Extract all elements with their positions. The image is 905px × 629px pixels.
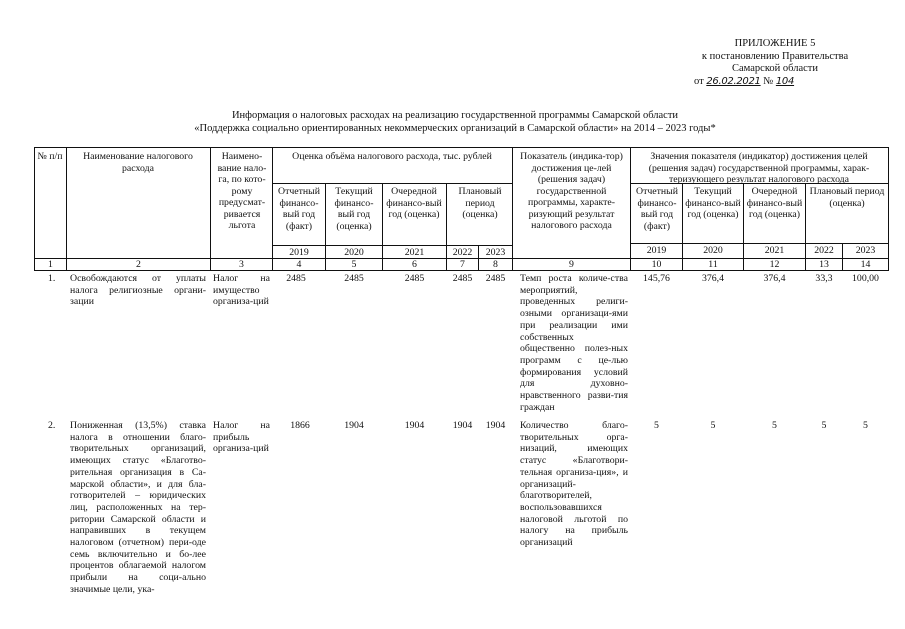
column-number: 11 (708, 259, 718, 270)
column-number: 2 (136, 259, 141, 270)
number-value: 104 (775, 75, 795, 87)
column-number: 10 (651, 259, 662, 270)
value-2023: 1904 (485, 420, 506, 431)
year-cell: 2022 (814, 245, 834, 256)
year-cell: 2019 (289, 247, 309, 258)
column-number: 13 (819, 259, 829, 270)
appendix-subtitle: к постановлению Правительства (701, 50, 849, 62)
document-title (150, 110, 760, 135)
header-ind-report-year: Отчетный финансо-вый год (факт) (636, 186, 678, 232)
indicator-value-2019: 145,76 (643, 273, 670, 284)
year-cell: 2023 (485, 247, 506, 258)
indicator-value-2022: 33,3 (815, 273, 833, 284)
column-number: 14 (860, 259, 871, 270)
indicator-value-2023: 100,00 (852, 273, 879, 284)
number-prefix: № (763, 75, 774, 87)
indicator-value-2023: 5 (863, 420, 868, 431)
indicator-value-2020: 5 (710, 420, 716, 431)
value-2021: 2485 (404, 273, 425, 284)
year-cell: 2021 (404, 247, 425, 258)
header-current-year: Текущий финансо-вый год (оценка) (334, 186, 374, 232)
row-number: 2. (48, 420, 56, 431)
appendix-date-line (690, 76, 860, 89)
column-number: 8 (493, 259, 498, 270)
column-number: 3 (239, 259, 244, 270)
value-2022: 1904 (452, 420, 473, 431)
title-line-2: «Поддержка социально ориентированных некоммерческих организаций в Самарской области» на 2014 – 2023 годы* (194, 122, 716, 134)
column-number: 9 (569, 259, 574, 270)
header-indicator-values: Значения показателя (индикатор) достижения целей (решения задач) государственной программы, харак-теризующего результат налогового расхода (648, 151, 870, 185)
date-value: 26.02.2021 (706, 75, 761, 87)
year-cell: 2019 (646, 245, 667, 256)
column-number: 12 (769, 259, 780, 270)
header-expense-estimate: Оценка объёма налогового расхода, тыс. рублей (292, 151, 492, 162)
value-2021: 1904 (404, 420, 425, 431)
title-line-1: Информация о налоговых расходах на реализацию государственной программы Самарской области (231, 110, 679, 121)
indicator-value-2021: 5 (772, 420, 777, 431)
header-indicator: Показатель (индика-тор) достижения це-лей (решения задач) государственной программы, характе-ризующий результат налогового расхода (520, 151, 623, 231)
value-2020: 1904 (344, 420, 364, 431)
header-tax-expense-name: Наименование налогового расхода (83, 151, 193, 174)
header-ind-current-year: Текущий финансо-вый год (оценка) (685, 186, 741, 220)
date-prefix: от (694, 75, 704, 87)
appendix-title: ПРИЛОЖЕНИЕ 5 (734, 38, 816, 49)
column-number: 1 (48, 259, 53, 270)
value-2019: 2485 (286, 273, 306, 284)
indicator-text: Количество благо-творительных орга-низаций, имеющих статус «Благотвори-тельная организа-ция», и организаций-благотворителей, воспользовавшихся налоговой льготой по налогу на прибыль организаций (520, 420, 628, 549)
appendix-block (690, 38, 860, 88)
column-number: 4 (296, 259, 302, 270)
header-tax-name: Наимено-вание нало-га, по кото-рому предусмат-ривается льгота (217, 151, 267, 231)
row-number: 1. (48, 273, 56, 284)
value-2023: 2485 (485, 273, 506, 284)
header-number: № п/п (37, 151, 63, 162)
indicator-value-2020: 376,4 (701, 273, 725, 284)
year-cell: 2021 (764, 245, 785, 256)
header-planned-period: Плановый период (оценка) (458, 186, 502, 220)
indicator-text: Темп роста количе-ства мероприятий, проведенных религи-озными организаци-ями при реализации ими собственных общественно полез-ных программ с це-лью формирования условий для духовно-нравственного разви-тия граждан (520, 273, 628, 413)
value-2020: 2485 (344, 273, 364, 284)
column-number: 5 (351, 259, 357, 270)
header-report-year: Отчетный финансо-вый год (факт) (278, 186, 320, 232)
tax-expense-name: Пониженная (13,5%) ставка налога в отношении благо-творительных организаций, имеющих статус «Благотво-рительная организация в Са-марской области», и для бла-готворителей – юридических лиц, расположенных на тер-ритории Самарской области и направивших в текущем налоговом (отчетном) пери-оде семь включительно и бо-лее процентов облагаемой налогом прибыли на соци-ально значимые цели, ука- (70, 420, 206, 595)
tax-name: Налог на имущество организа-ций (213, 273, 270, 308)
tax-name: Налог на прибыль организа-ций (213, 420, 270, 455)
value-2019: 1866 (290, 420, 310, 431)
value-2022: 2485 (452, 273, 473, 284)
column-number: 7 (460, 259, 465, 270)
year-cell: 2020 (703, 245, 723, 256)
header-ind-planned-period: Плановый период (оценка) (809, 186, 885, 209)
indicator-value-2022: 5 (821, 420, 827, 431)
appendix-region: Самарской области (732, 63, 818, 74)
header-ind-next-year: Очередной финансо-вый год (оценка) (746, 186, 803, 220)
tax-expense-name: Освобождаются от уплаты налога религиозные органи-зации (70, 273, 206, 308)
indicator-value-2019: 5 (654, 420, 659, 431)
year-cell: 2023 (855, 245, 876, 256)
year-cell: 2020 (344, 247, 364, 258)
header-next-year: Очередной финансо-вый год (оценка) (386, 186, 442, 220)
year-cell: 2022 (452, 247, 473, 258)
indicator-value-2021: 376,4 (763, 273, 786, 284)
column-number: 6 (412, 259, 417, 270)
